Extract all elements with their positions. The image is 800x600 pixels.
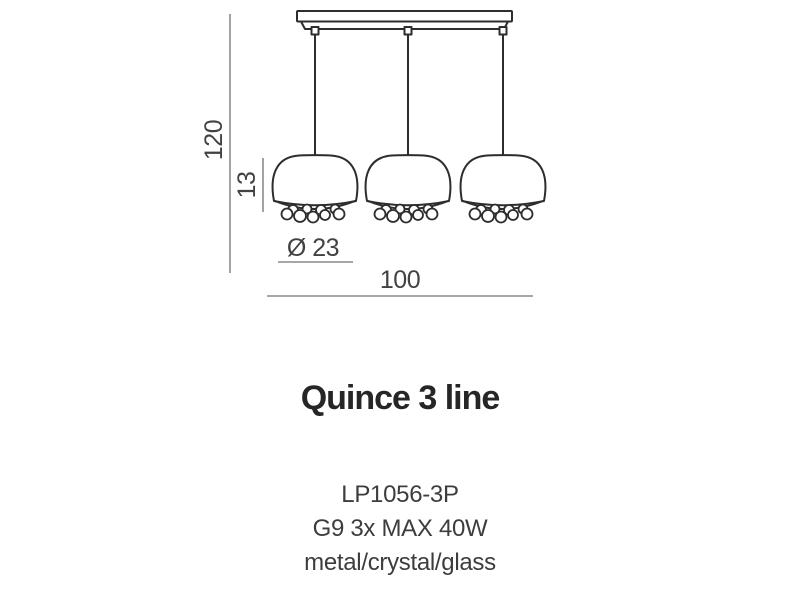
dimension-label-diameter: Ø 23: [286, 234, 340, 262]
pendant-left: [273, 27, 358, 223]
dimension-label-width: 100: [379, 266, 421, 294]
product-code: LP1056-3P: [341, 481, 459, 508]
dimension-total-width: [267, 266, 533, 296]
dimension-total-height: [200, 14, 230, 273]
product-title: Quince 3 line: [300, 379, 500, 417]
dimension-shade-height: [233, 158, 263, 212]
product-lamp-spec: G9 3x MAX 40W: [312, 515, 488, 542]
canopy-top-plate: [297, 11, 512, 22]
pendant-right: [461, 27, 546, 223]
dimension-label-height: 120: [200, 119, 228, 161]
product-materials: metal/crystal/glass: [304, 549, 496, 576]
dimension-shade-diameter: [278, 234, 353, 262]
product-specs: [0, 478, 800, 580]
dimension-label-shade-height: 13: [233, 171, 261, 199]
pendant-middle: [366, 27, 451, 223]
